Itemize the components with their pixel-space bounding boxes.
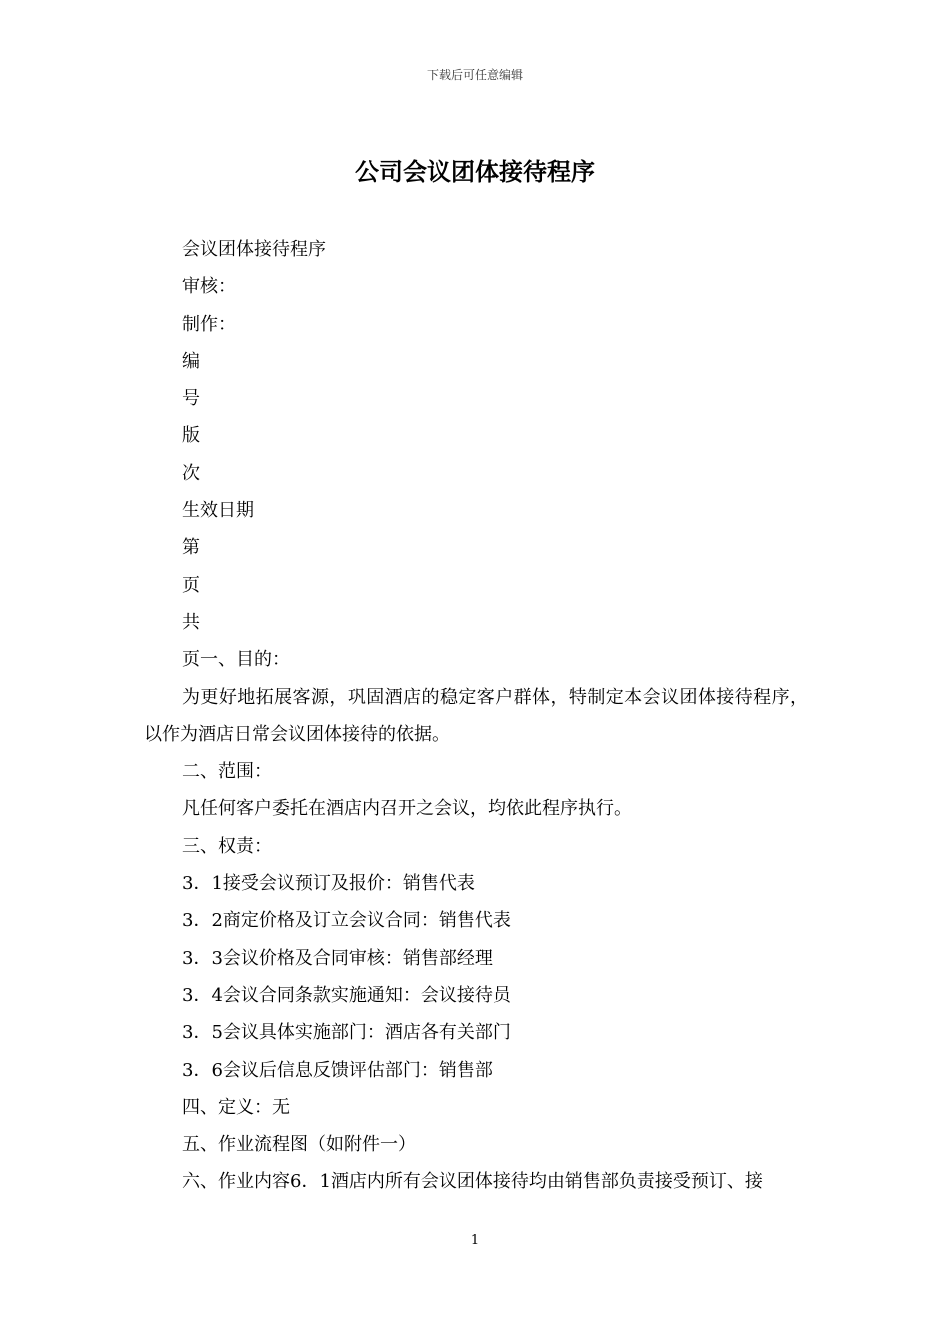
scope-text: 凡任何客户委托在酒店内召开之会议，均依此程序执行。 [182, 798, 632, 820]
document-body [144, 231, 808, 1201]
flowchart-line: 五、作业流程图（如附件一） [182, 1134, 416, 1156]
body-line: 共 [182, 611, 200, 633]
body-line: 次 [182, 462, 200, 484]
responsibility-heading: 三、权责： [182, 835, 272, 857]
definition-line: 四、定义：无 [182, 1096, 290, 1118]
document-title: 公司会议团体接待程序 [355, 157, 595, 186]
purpose-paragraph: 为更好地拓展客源，巩固酒店的稳定客户群体，特制定本会议团体接待程序，以作为酒店日常会议团体接待的依据。 [144, 686, 808, 745]
responsibility-item: 3．2商定价格及订立会议合同：销售代表 [182, 910, 511, 932]
body-line: 生效日期 [182, 500, 254, 522]
body-line: 制作： [182, 313, 236, 335]
scope-heading: 二、范围： [182, 761, 272, 783]
page-number: 1 [470, 1233, 480, 1248]
body-line: 号 [182, 388, 200, 410]
responsibility-item: 3．5会议具体实施部门：酒店各有关部门 [182, 1022, 511, 1044]
body-line: 页 [182, 574, 200, 596]
header-note: 下载后可任意编辑 [426, 68, 523, 82]
responsibility-item: 3．4会议合同条款实施通知：会议接待员 [182, 984, 511, 1006]
responsibility-item: 3．6会议后信息反馈评估部门：销售部 [182, 1059, 493, 1081]
purpose-heading: 页一、目的： [182, 649, 290, 671]
body-line: 编 [182, 350, 200, 372]
content-line: 六、作业内容6．1酒店内所有会议团体接待均由销售部负责接受预订、接 [182, 1171, 763, 1193]
body-line: 第 [182, 537, 200, 559]
responsibility-item: 3．1接受会议预订及报价：销售代表 [182, 873, 475, 895]
body-line: 审核： [182, 276, 236, 298]
body-line: 版 [182, 425, 200, 447]
responsibility-item: 3．3会议价格及合同审核：销售部经理 [182, 947, 493, 969]
body-line: 会议团体接待程序 [182, 239, 326, 260]
